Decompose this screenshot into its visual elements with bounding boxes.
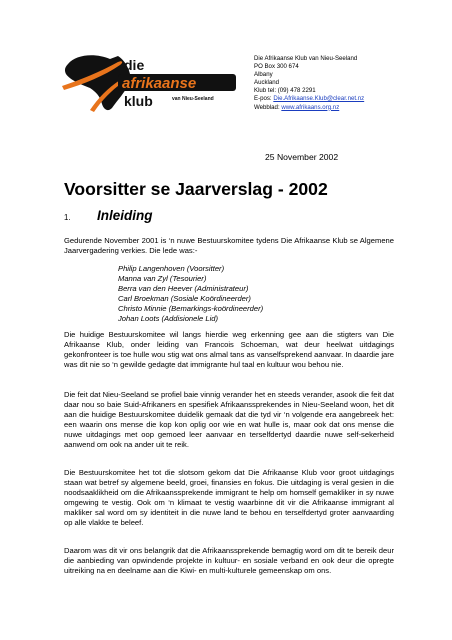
contact-line: Die Afrikaanse Klub van Nieu-Seeland bbox=[254, 55, 358, 62]
email-label: E-pos: bbox=[254, 95, 274, 103]
club-logo bbox=[60, 50, 240, 114]
contact-email-line bbox=[254, 95, 444, 103]
web-label: Webblad: bbox=[254, 103, 282, 111]
logo-word-die: die bbox=[124, 57, 145, 73]
member-item: Christo Minnie (Bemarkings-koördineerder) bbox=[118, 303, 264, 313]
paragraph-stigters: Die huidige Bestuurskomitee wil langs hierdie weg erkenning gee aan die stigters van Die Afrikaanse Klub, onder leiding van Francois Schoeman, wat deur heelwat uitdagings gekonfronteer is toe hulle wou stig wat ons almal tans as vanselfsprekend aanvaar. In daardie jare was dit nie so ‘n gewilde gedagte dat immigrante hul taal en kultuur wou behou nie. bbox=[64, 330, 394, 369]
document-date: 25 November 2002 bbox=[265, 152, 339, 162]
contact-line: Auckland bbox=[254, 79, 280, 87]
member-item: Berra van den Heever (Administrateur) bbox=[118, 283, 249, 293]
logo-word-afrikaanse: afrikaanse bbox=[122, 75, 197, 92]
member-item: Johan Loots (Addisionele Lid) bbox=[118, 313, 219, 323]
paragraph-profiel: Die feit dat Nieu-Seeland se profiel baie vinnig verander het en steeds verander, asook die feit dat daar nou so baie Suid-Afrikaners en spesifiek Afrikaanssprekendes in Nieu-Seeland woon, het dit aan die huidige Bestuurskomitee duidelik gemaak dat die tyd vir ‘n volgende era aangebreek het: een waarin ons mense die kop kon oplig oor wie en wat hulle is, maar ook dat ons mense die nuwe uitdagings met oop gemoed leer aanvaar en terselfdertyd daardie nuwe self-sekerheid aanwend om ook na ander uit te reik. bbox=[64, 390, 394, 449]
paragraph-uitdagings: Die Bestuurskomitee het tot die slotsom gekom dat Die Afrikaanse Klub voor groot uitdagings staan wat betref sy algemene beeld, groei, finansies en fokus. Die uitdaging is veral gesien in die noodsaaklikheid om die Afrikaanssprekende immigrant te help om homself gemakliker in sy nuwe omgewing te vestig. Ook om ‘n klimaat te vestig waarbinne dit vir die Afrikaanse immigrant al makliker sal word om sy identiteit in die nuwe land te behou en terselfdertyd groter aanvaarding op alle vlakke te beleef. bbox=[64, 468, 394, 527]
contact-line: Klub tel: (09) 478 2291 bbox=[254, 87, 316, 95]
section-name: Inleiding bbox=[97, 208, 153, 223]
contact-line: Albany bbox=[254, 71, 273, 79]
paragraph-bemagtig: Daarom was dit vir ons belangrik dat die Afrikaanssprekende bemagtig word om dit te bereik deur die aanbieding van opwindende projekte in kultuur- en sosiale verband en ook deur die opregte uitreiking na en deelname aan die Kiwi- en multi-kulturele gemeenskap om ons. bbox=[64, 546, 394, 575]
committee-member-list bbox=[118, 264, 263, 323]
contact-block bbox=[254, 55, 444, 112]
contact-web-line bbox=[254, 104, 444, 112]
member-item: Manna van Zyl (Tesourier) bbox=[118, 273, 207, 283]
logo-tagline: van Nieu-Seeland bbox=[172, 96, 214, 102]
section-heading bbox=[64, 207, 153, 225]
document-title: Voorsitter se Jaarverslag - 2002 bbox=[64, 179, 328, 199]
member-item: Carl Broekman (Sosiale Koördineerder) bbox=[118, 293, 251, 303]
email-link[interactable]: Die.Afrikaanse.Klub@clear.net.nz bbox=[273, 95, 365, 103]
logo-word-klub: klub bbox=[124, 93, 153, 109]
web-link[interactable]: www.afrikaans.org.nz bbox=[281, 103, 340, 111]
contact-line: PO Box 300 674 bbox=[254, 63, 299, 71]
intro-paragraph: Gedurende November 2001 is ‘n nuwe Bestuurskomitee tydens Die Afrikaanse Klub se Algemene Jaarvergadering verkies. Die lede was:- bbox=[64, 236, 394, 255]
member-item: Philip Langenhoven (Voorsitter) bbox=[118, 264, 225, 273]
section-number: 1. bbox=[64, 213, 71, 222]
